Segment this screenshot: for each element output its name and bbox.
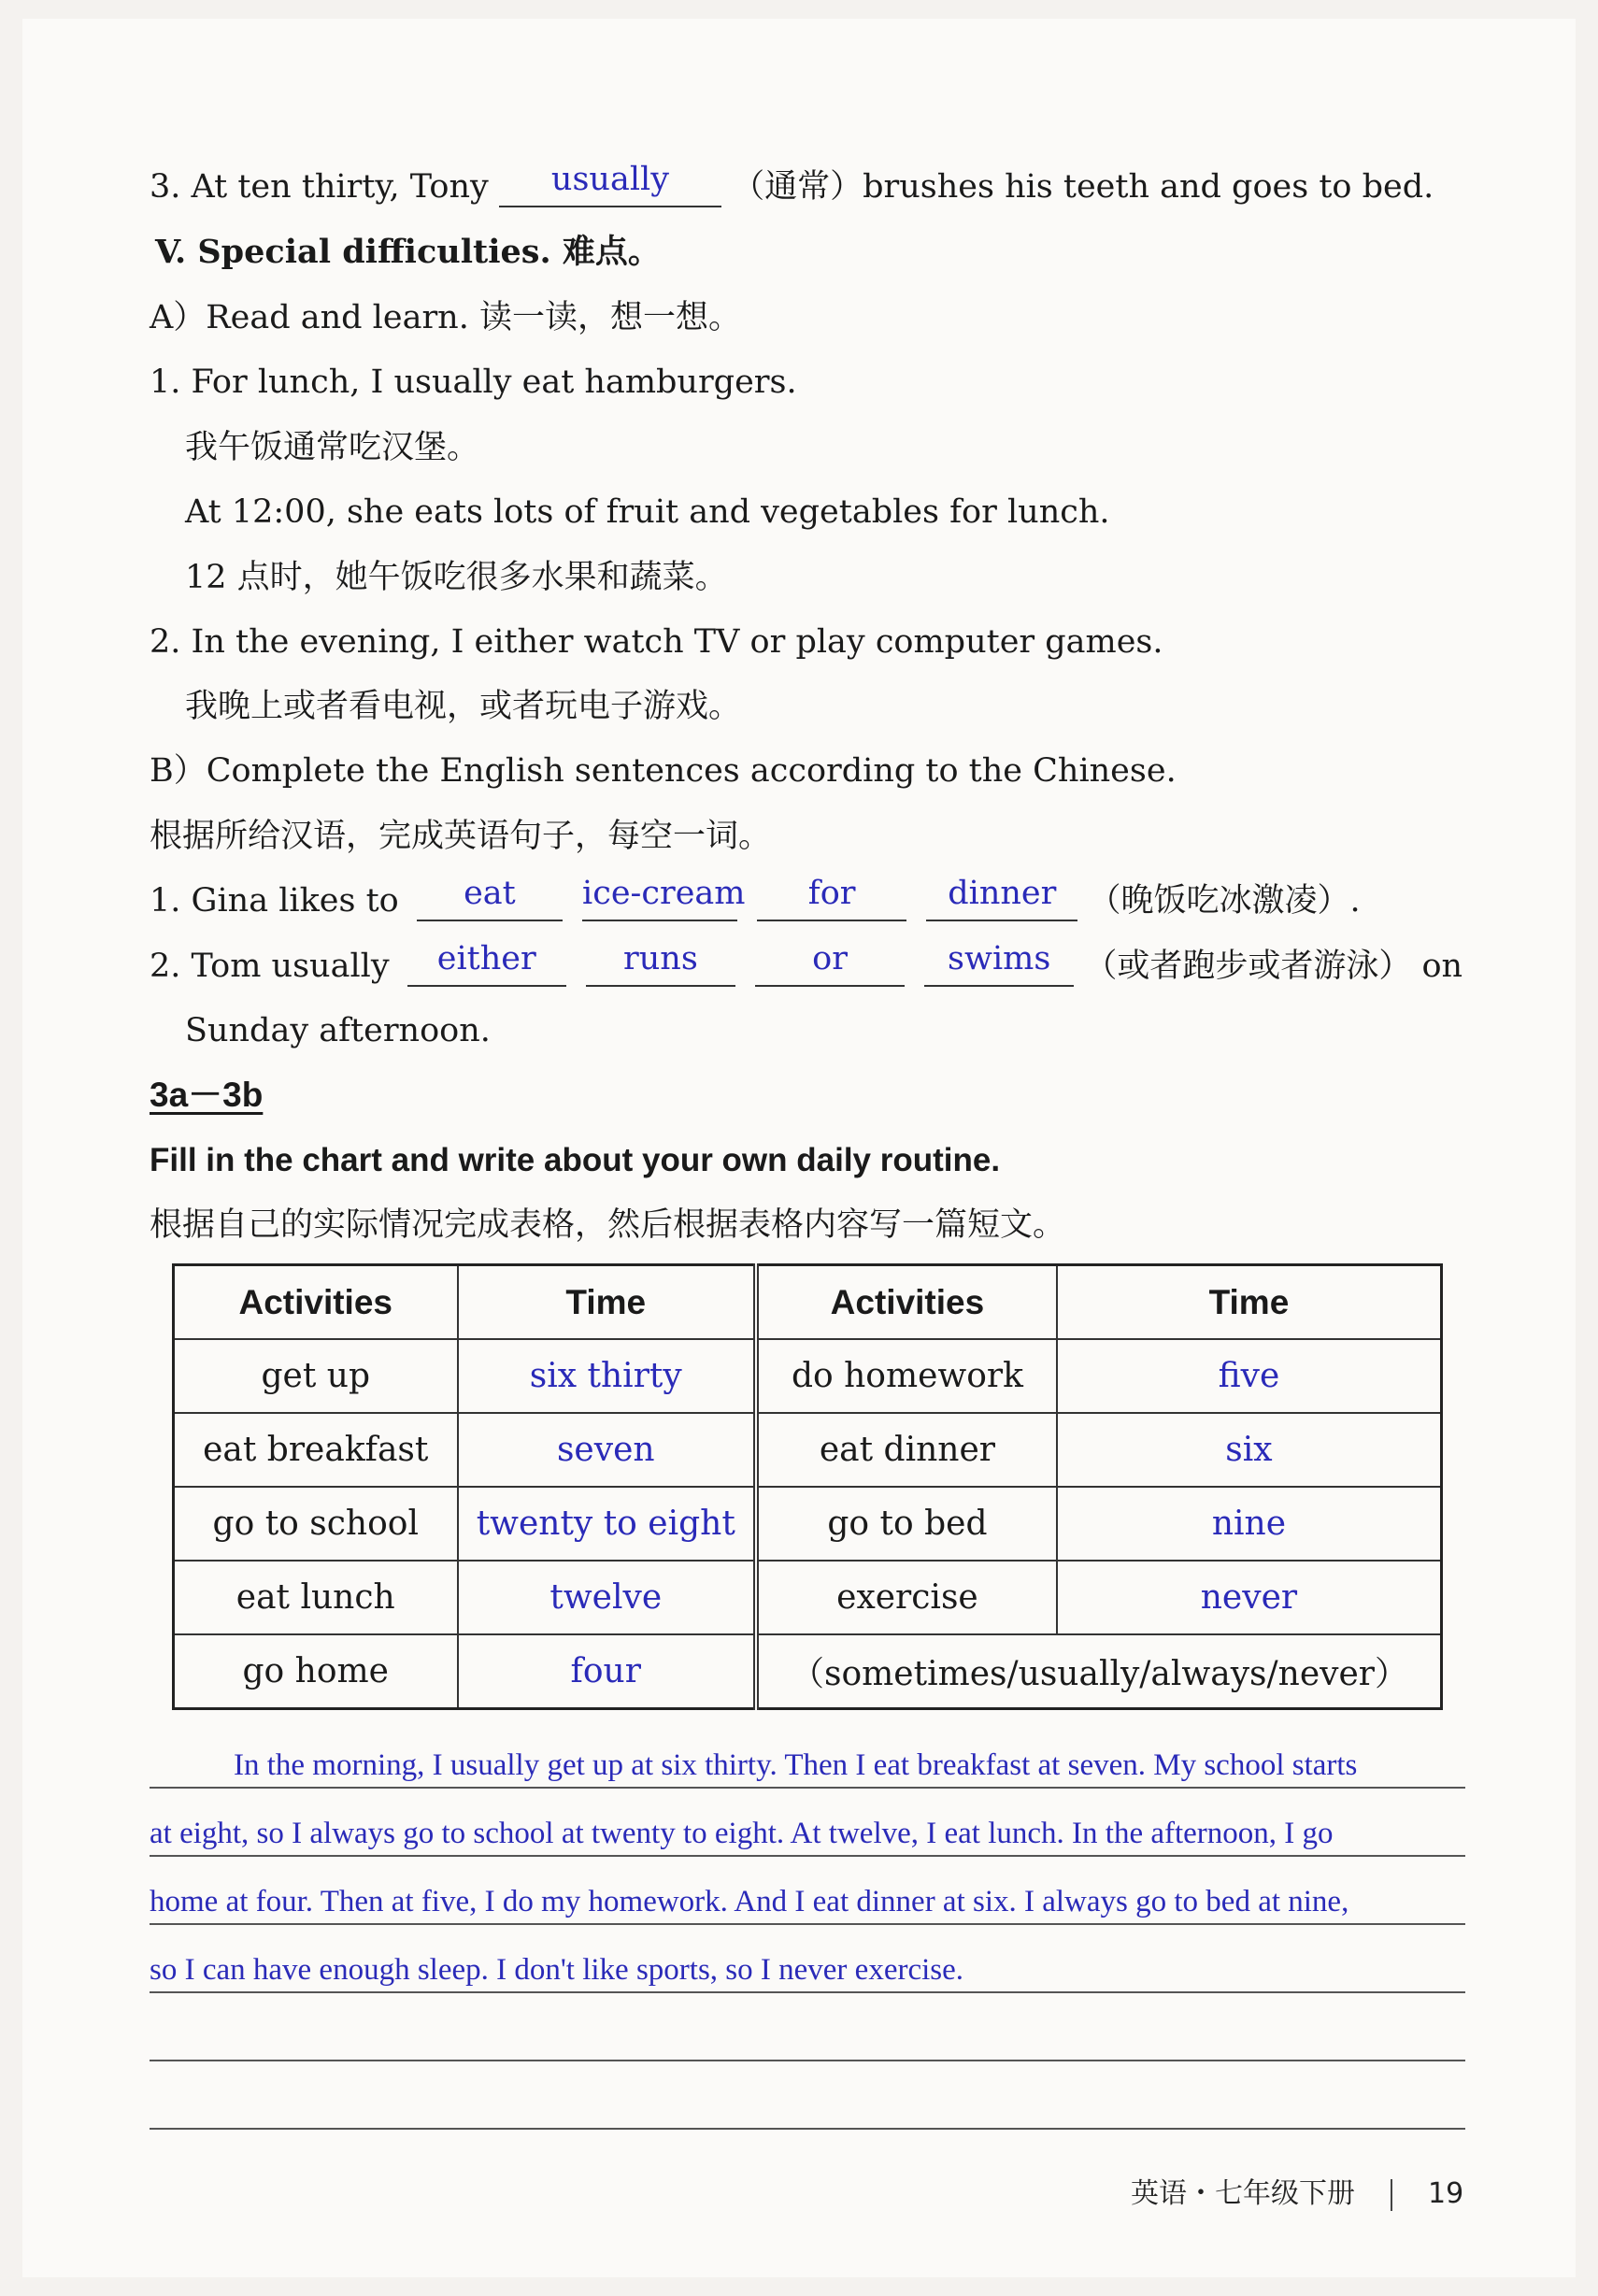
activity-cell: go home	[174, 1634, 458, 1709]
footer-divider	[1391, 2179, 1392, 2211]
part-b-title: B）Complete the English sentences according to the Chinese.	[150, 752, 1177, 790]
task-instruction: Fill in the chart and write about your own daily routine.	[150, 1142, 1001, 1178]
table-row	[174, 1413, 1442, 1487]
part-b-item-2-cont: Sunday afternoon.	[185, 1012, 491, 1049]
table-row	[174, 1561, 1442, 1634]
essay-line[interactable]: at eight, so I always go to school at twenty to eight. At twelve, I eat lunch. In the afternoon, I go	[150, 1812, 1465, 1857]
answer-blank[interactable]: runs	[586, 949, 735, 987]
answer-blank[interactable]: eat	[417, 884, 563, 921]
table-row	[174, 1339, 1442, 1413]
answer-blank[interactable]: for	[757, 884, 906, 921]
time-cell[interactable]: four	[458, 1634, 757, 1709]
essay-line[interactable]: home at four. Then at five, I do my homework. And I eat dinner at six. I always go to bed at nine,	[150, 1880, 1465, 1925]
task-heading: 3a－3b	[150, 1076, 264, 1114]
b1-prefix: 1. Gina likes to	[150, 882, 399, 920]
example-2-cn: 我晚上或者看电视，或者玩电子游戏。	[185, 688, 742, 725]
page-footer	[1131, 2170, 1463, 2211]
activity-cell: eat breakfast	[174, 1413, 458, 1487]
example-2-en: 2. In the evening, I either watch TV or play computer games.	[150, 623, 1163, 661]
answer-blank[interactable]: ice-cream	[582, 884, 737, 921]
answer-blank[interactable]: either	[407, 949, 566, 987]
essay-line[interactable]: In the morning, I usually get up at six thirty. Then I eat breakfast at seven. My school starts	[150, 1744, 1465, 1789]
col-header-activities: Activities	[756, 1265, 1057, 1340]
time-cell[interactable]: five	[1057, 1339, 1442, 1413]
page-number: 19	[1428, 2177, 1464, 2210]
chart-header-row	[174, 1265, 1442, 1340]
table-row	[174, 1487, 1442, 1561]
item-3-prefix: 3. At ten thirty, Tony	[150, 168, 489, 206]
time-cell[interactable]: twelve	[458, 1561, 757, 1634]
part-a-title: A）Read and learn. 读一读，想一想。	[150, 299, 741, 336]
essay-line[interactable]	[150, 2017, 1465, 2061]
activity-cell: eat lunch	[174, 1561, 458, 1634]
time-cell[interactable]: twenty to eight	[458, 1487, 757, 1561]
answer-blank[interactable]: usually	[499, 170, 721, 207]
b2-suffix: （或者跑步或者游泳） on	[1084, 948, 1463, 985]
part-b-instruction-cn: 根据所给汉语，完成英语句子，每空一词。	[150, 818, 772, 855]
essay-line[interactable]: so I can have enough sleep. I don't like sports, so I never exercise.	[150, 1948, 1465, 1993]
frequency-options-note: （sometimes/usually/always/never）	[756, 1634, 1441, 1709]
example-1-en-2: At 12:00, she eats lots of fruit and vegetables for lunch.	[185, 493, 1110, 531]
answer-blank[interactable]: dinner	[926, 884, 1077, 921]
time-cell[interactable]: seven	[458, 1413, 757, 1487]
time-cell[interactable]: nine	[1057, 1487, 1442, 1561]
example-1-cn: 我午饭通常吃汉堡。	[185, 429, 480, 466]
example-1-en: 1. For lunch, I usually eat hamburgers.	[150, 364, 797, 401]
activity-cell: exercise	[756, 1561, 1057, 1634]
col-header-time: Time	[458, 1265, 757, 1340]
daily-routine-chart	[172, 1263, 1443, 1710]
time-cell[interactable]: six	[1057, 1413, 1442, 1487]
activity-cell: eat dinner	[756, 1413, 1057, 1487]
item-3	[150, 161, 1434, 207]
essay-line[interactable]	[150, 2085, 1465, 2130]
activity-cell: go to school	[174, 1487, 458, 1561]
col-header-time: Time	[1057, 1265, 1442, 1340]
section-heading-special: V. Special difficulties. 难点。	[155, 233, 661, 271]
book-title: 英语・七年级下册	[1131, 2177, 1355, 2210]
part-b-item-1	[150, 875, 1361, 921]
activity-cell: go to bed	[756, 1487, 1057, 1561]
activity-cell: do homework	[756, 1339, 1057, 1413]
example-1-cn-2: 12 点时，她午饭吃很多水果和蔬菜。	[185, 559, 728, 596]
task-instruction-cn: 根据自己的实际情况完成表格，然后根据表格内容写一篇短文。	[150, 1206, 1066, 1244]
col-header-activities: Activities	[174, 1265, 458, 1340]
b2-prefix: 2. Tom usually	[150, 948, 390, 985]
activity-cell: get up	[174, 1339, 458, 1413]
time-cell[interactable]: six thirty	[458, 1339, 757, 1413]
item-3-suffix: （通常）brushes his teeth and goes to bed.	[732, 168, 1434, 206]
part-b-item-2	[150, 940, 1463, 987]
b1-suffix: （晚饭吃冰激凌）.	[1088, 882, 1361, 920]
table-row	[174, 1634, 1442, 1709]
answer-blank[interactable]: or	[755, 949, 905, 987]
answer-blank[interactable]: swims	[924, 949, 1074, 987]
time-cell[interactable]: never	[1057, 1561, 1442, 1634]
